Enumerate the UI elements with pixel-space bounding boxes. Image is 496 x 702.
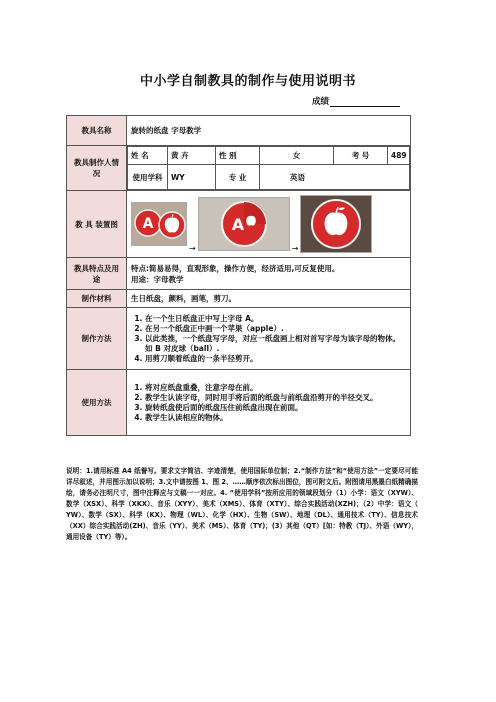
- label-usage: 使用方法: [67, 370, 127, 436]
- maker-info-table: [127, 146, 410, 190]
- maker-name-label: 姓 名: [128, 147, 168, 165]
- row-name: [67, 116, 411, 146]
- features-line-1: 特点:简易易得，直观形象，操作方便，经济适用,可反复使用。: [131, 263, 340, 273]
- method-list: [131, 314, 406, 364]
- label-method: 制作方法: [67, 308, 127, 370]
- features-line-2: 用途：字母教学: [131, 274, 184, 284]
- maker-subject-label: 使用学科: [128, 165, 168, 190]
- row-maker: [67, 146, 411, 191]
- maker-major-label: 专 业: [216, 165, 260, 190]
- maker-major-value: 英语: [260, 165, 410, 190]
- usage-item: 2. 教学生认读字母，同时用手将后面的纸盘与前纸盘沿剪开的半径交叉。: [145, 393, 406, 403]
- label-images: 教 具 装置图: [67, 191, 127, 258]
- row-materials: [67, 290, 411, 308]
- maker-subject-value: WY: [168, 165, 216, 190]
- usage-item: 1. 将对应纸盘重叠，注意字母在前。: [145, 383, 406, 393]
- method-item: 3. 以此类推，一个纸盘写字母，对应一纸盘画上相对首写字母为该字母的物体。如 B 对皮球（ball）.: [145, 334, 406, 354]
- usage-item: 4. 教学生认读相应的物体。: [145, 413, 406, 423]
- row-method: [67, 308, 411, 370]
- svg-text:A: A: [142, 216, 154, 232]
- label-features: 教具特点及用途: [67, 258, 127, 290]
- device-images: [131, 192, 406, 256]
- maker-name-value: 黄 卉: [168, 147, 216, 165]
- maker-id-label: 考 号: [334, 147, 388, 165]
- usage-item: 3. 旋转纸盘使后面的纸盘压住前纸盘出现在前面。: [145, 403, 406, 413]
- plate-rotating-image: [198, 197, 290, 251]
- score-blank-line: [330, 97, 400, 107]
- score-field: [312, 95, 400, 107]
- method-item: 1. 在一个生日纸盘正中写上字母 A。: [145, 314, 406, 324]
- value-name: 旋转的纸盘 字母教学: [127, 116, 411, 146]
- notes-paragraph: 说明：1.请用标准 A4 纸誊写。要求文字简洁、字迹清楚，使用国际单位制；2.“制作方法”和“使用方法”一定要尽可能详尽叙述，并用图示加以说明；3.文中请按图 1、图 2、……顺序依次标出图位，图可附文后。附图请用黑墨白纸精确描绘，请务必注明尺寸，图中注释应与文稿一一对应。4. “使用学科”按所应用的领域段划分（1）小学：语文（XYW）、数学（XSX）、科学（XKX）、音乐（XYY）、美术（XMS）、体育（XTY）、综合实践活动(XZH)；（2）中学：语文（ YW）、数学（SX）、科学（KX）、物理（WL）、化学（HX）、生物（SW）、地理（DL）、通用技术（TY）、信息技术（XX）综合实践活动(ZH)、音乐（YY）、美术（MS）、体育（TY)；(3）其他（QT）[如：特教（TJ）、外语（WY），通用设备（TY）等）。: [66, 467, 418, 541]
- value-materials: 生日纸盘，颜料，画笔，剪刀。: [127, 290, 411, 308]
- maker-gender-value: 女: [260, 147, 334, 165]
- plate-letter-a-image: [131, 202, 187, 246]
- row-features: [67, 258, 411, 290]
- label-materials: 制作材料: [67, 290, 127, 308]
- arrow-icon: →: [291, 244, 299, 253]
- page-title: 中小学自制教具的制作与使用说明书: [139, 74, 356, 89]
- arrow-icon: →: [189, 244, 196, 253]
- svg-text:A: A: [231, 215, 244, 234]
- label-maker: 教具制作人情况: [67, 146, 127, 191]
- row-images: [67, 191, 411, 258]
- maker-gender-label: 性 别: [216, 147, 260, 165]
- method-item: 2. 在另一个纸盘正中画一个苹果（apple）.: [145, 324, 406, 334]
- usage-list: [131, 383, 406, 423]
- form-table: [66, 115, 411, 436]
- method-item: 4. 用剪刀顺着纸盘的一条半径剪开。: [145, 354, 406, 364]
- row-usage: [67, 370, 411, 436]
- label-name: 教具名称: [67, 116, 127, 146]
- score-label: 成绩: [312, 97, 330, 107]
- plate-apple-image: [300, 195, 372, 253]
- maker-id-value: 489: [388, 147, 410, 165]
